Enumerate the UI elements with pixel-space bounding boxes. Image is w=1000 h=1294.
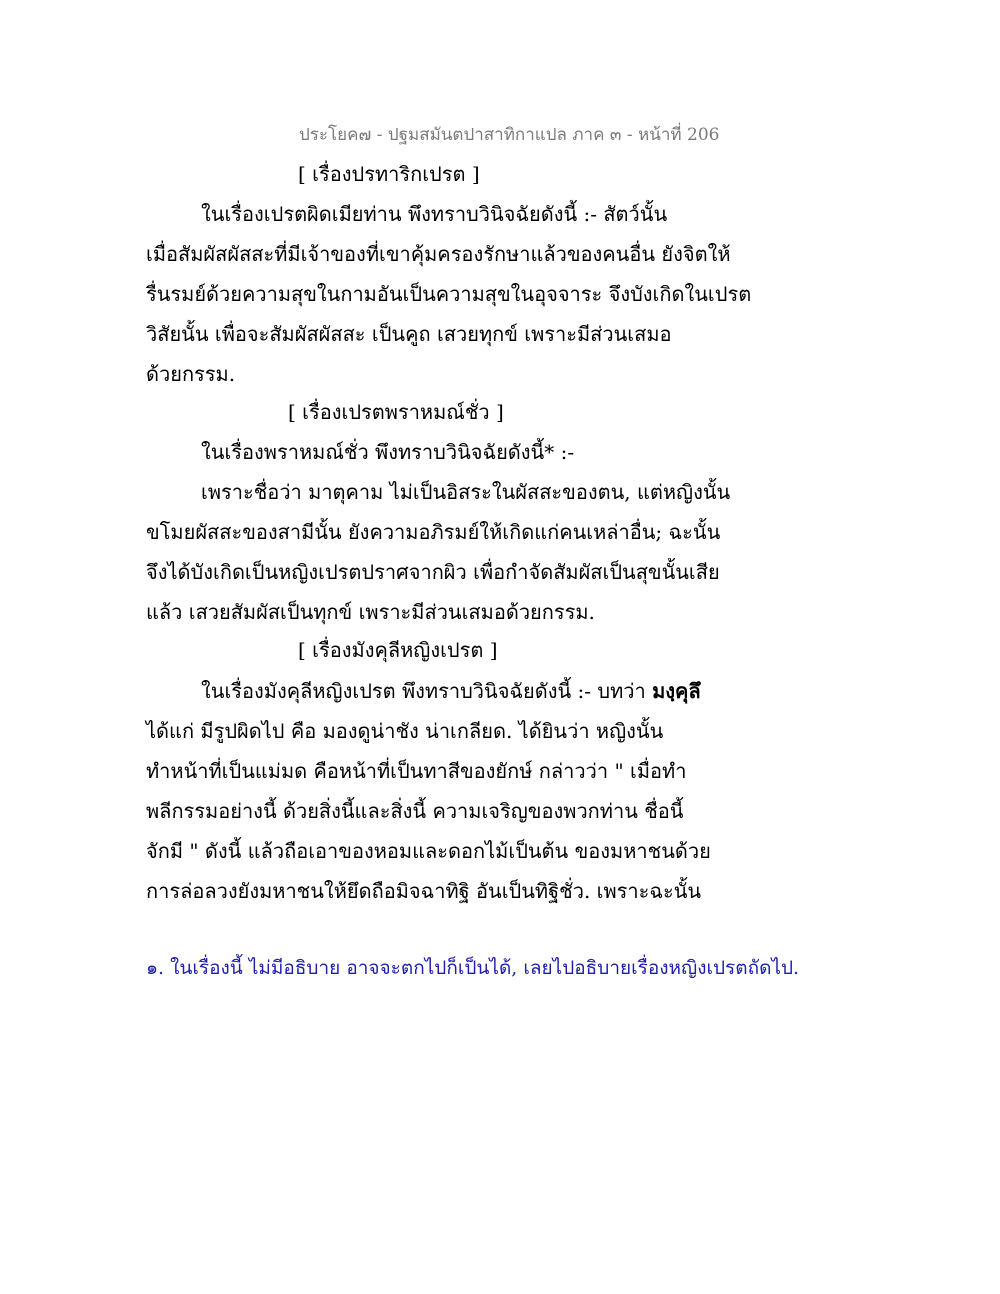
paragraph-line: แล้ว เสวยสัมผัสเป็นทุกข์ เพราะมีส่วนเสมอด้วยกรรม. [146,600,595,624]
section-title: [ เรื่องปรทาริกเปรต ] [298,162,480,186]
paragraph-line: จักมี " ดังนี้ แล้วถือเอาของหอมและดอกไม้เป็นต้น ของมหาชนด้วย [146,839,711,863]
paragraph-line: ในเรื่องเปรตผิดเมียท่าน พึงทราบวินิจฉัยดังนี้ :- สัตว์นั้น [201,202,668,226]
paragraph-line: ในเรื่องพราหมณ์ชั่ว พึงทราบวินิจฉัยดังนี้* :- [201,440,575,464]
paragraph-line: พลีกรรมอย่างนี้ ด้วยสิ่งนี้และสิ่งนี้ ความเจริญของพวกท่าน ชื่อนี้ [146,799,684,823]
page-header: ประโยค๗ - ปฐมสมันตปาสาทิกาแปล ภาค ๓ - หน้าที่ 206 [299,125,720,145]
paragraph-line: วิสัยนั้น เพื่อจะสัมผัสผัสสะ เป็นคูถ เสวยทุกข์ เพราะมีส่วนเสมอ [146,322,672,346]
paragraph-line: ขโมยผัสสะของสามีนั้น ยังความอภิรมย์ให้เกิดแก่คนเหล่าอื่น; ฉะนั้น [146,520,721,544]
footnote: ๑. ในเรื่องนี้ ไม่มีอธิบาย อาจจะตกไปก็เป็นได้, เลยไปอธิบายเรื่องหญิงเปรตถัดไป. [146,957,800,979]
paragraph-line: ได้แก่ มีรูปผิดไป คือ มองดูน่าชัง น่าเกลียด. ได้ยินว่า หญิงนั้น [146,719,664,743]
section-title: [ เรื่องมังคุลีหญิงเปรต ] [298,638,498,662]
paragraph-line: เพราะชื่อว่า มาตุคาม ไม่เป็นอิสระในผัสสะของตน, แต่หญิงนั้น [201,480,731,504]
pali-term: มงฺคุลึ [652,679,701,703]
paragraph-line: รื่นรมย์ด้วยความสุขในกามอันเป็นความสุขในอุจจาระ จึงบังเกิดในเปรต [146,282,752,306]
paragraph-line: เมื่อสัมผัสผัสสะที่มีเจ้าของที่เขาคุ้มครองรักษาแล้วของคนอื่น ยังจิตให้ [146,242,731,266]
paragraph-line [201,677,701,705]
paragraph-line: ด้วยกรรม. [146,362,236,386]
paragraph-line: จึงได้บังเกิดเป็นหญิงเปรตปราศจากผิว เพื่อกำจัดสัมผัสเป็นสุขนั้นเสีย [146,560,720,584]
section-title: [ เรื่องเปรตพราหมณ์ชั่ว ] [288,400,504,424]
paragraph-line: การล่อลวงยังมหาชนให้ยึดถือมิจฉาทิฐิ อันเป็นทิฐิชั่ว. เพราะฉะนั้น [146,879,702,903]
paragraph-text: ในเรื่องมังคุลีหญิงเปรต พึงทราบวินิจฉัยดังนี้ :- บทว่า [201,679,653,703]
paragraph-line: ทำหน้าที่เป็นแม่มด คือหน้าที่เป็นทาสีของยักษ์ กล่าวว่า " เมื่อทำ [146,759,687,783]
